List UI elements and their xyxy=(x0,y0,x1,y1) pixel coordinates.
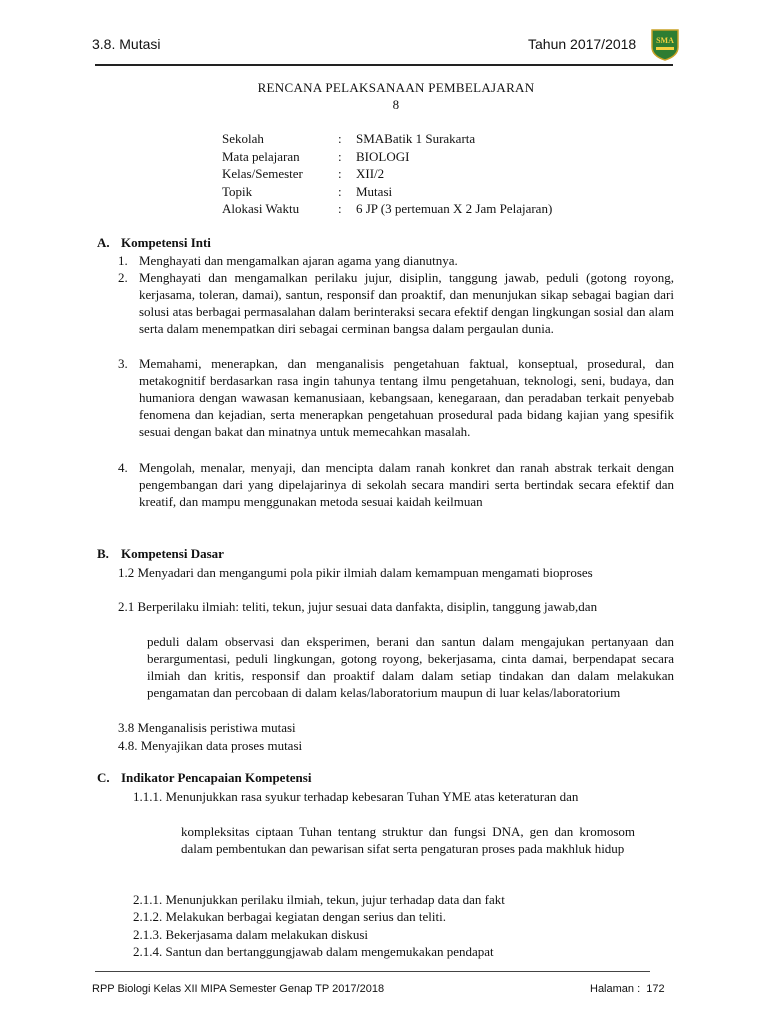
ipk-2-1-3: 2.1.3. Bekerjasama dalam melakukan diskusi xyxy=(133,927,369,942)
identity-row xyxy=(222,201,662,219)
list-number: 3. xyxy=(118,356,128,371)
identity-value: SMABatik 1 Surakarta xyxy=(356,131,476,146)
identity-label: Topik xyxy=(222,183,253,199)
kd-2-1-continued: peduli dalam observasi dan eksperimen, berani dan santun dalam mengajukan pertanyaan dan berargumentasi, peduli lingkungan, gotong royong, bekerjasama, cinta damai, berpendapat secara ilmiah dan kritis, responsif dan proaktif dalam dalam setiap tindakan dan dalam melakukan pengamatan dan percobaan di dalam kelas/laboratorium maupun di luar kelas/laboratorium xyxy=(147,634,674,700)
section-letter: B. xyxy=(97,546,109,561)
identity-colon: : xyxy=(338,183,342,199)
section-letter: C. xyxy=(97,770,110,785)
list-text: Menghayati dan mengamalkan ajaran agama yang dianutnya. xyxy=(139,253,458,268)
identity-table xyxy=(222,131,662,219)
list-number: 1. xyxy=(118,253,128,268)
identity-row xyxy=(222,131,662,149)
identity-value: BIOLOGI xyxy=(356,148,410,164)
identity-label: Kelas/Semester xyxy=(222,166,303,181)
list-item xyxy=(118,355,674,440)
identity-label: Sekolah xyxy=(222,131,264,146)
ipk-1-1-1-continued: kompleksitas ciptaan Tuhan tentang struktur dan fungsi DNA, gen dan kromosom dalam pembentukan dan pewarisan sifat serta pengaturan proses pada makhluk hidup xyxy=(181,824,635,856)
section-title: Kompetensi Dasar xyxy=(121,546,224,561)
identity-colon: : xyxy=(338,201,342,216)
doc-title-number: 8 xyxy=(392,97,400,112)
header-rule xyxy=(95,64,673,66)
section-b-heading xyxy=(97,546,224,562)
ipk-2-1-2: 2.1.2. Melakukan berbagai kegiatan dengan serius dan teliti. xyxy=(133,909,446,924)
section-a-heading xyxy=(97,235,211,251)
kd-2-1: 2.1 Berperilaku ilmiah: teliti, tekun, jujur sesuai data danfakta, disiplin, tanggung jawab,dan xyxy=(118,599,598,614)
identity-value: XII/2 xyxy=(356,166,385,181)
section-title: Kompetensi Inti xyxy=(121,235,211,250)
list-text: Memahami, menerapkan, dan menganalisis pengetahuan faktual, konseptual, prosedural, dan metakognitif berdasarkan rasa ingin tahunya tentang ilmu pengetahuan, teknologi, seni, budaya, dan humaniora dengan wawasan kemanusiaan, kebangsaan, kenegaraan, dan peradaban terkait penyebab fenomena dan kejadian, serta menerapkan pengetahuan prosedural pada bidang kajian yang spesifik sesuai dengan bakat dan minatnya untuk memecahkan masalah. xyxy=(139,356,674,439)
identity-value: Mutasi xyxy=(356,183,393,199)
list-text: Mengolah, menalar, menyaji, dan mencipta dalam ranah konkret dan ranah abstrak terkait dengan pengembangan dari yang dipelajarinya di sekolah secara mandiri serta bertindak secara efektif dan kreatif, dan mampu menggunakan metoda sesuai kaidah keilmuan xyxy=(139,460,674,509)
identity-colon: : xyxy=(338,148,342,164)
identity-row xyxy=(222,184,662,202)
kd-4-8: 4.8. Menyajikan data proses mutasi xyxy=(118,738,303,753)
footer-page-number: 172 xyxy=(646,983,665,995)
identity-colon: : xyxy=(338,131,342,146)
list-item xyxy=(118,252,674,269)
list-number: 2. xyxy=(118,270,128,285)
section-c-heading xyxy=(97,770,311,786)
ipk-2-1-4: 2.1.4. Santun dan bertanggungjawab dalam mengemukakan pendapat xyxy=(133,944,494,959)
footer-rule xyxy=(95,971,650,972)
identity-row xyxy=(222,166,662,184)
identity-label: Alokasi Waktu xyxy=(222,201,300,216)
identity-label: Mata pelajaran xyxy=(222,148,300,164)
logo-text: SMA xyxy=(656,36,674,45)
identity-row xyxy=(222,149,662,167)
section-letter: A. xyxy=(97,235,110,250)
list-item xyxy=(118,459,674,510)
identity-colon: : xyxy=(338,166,342,181)
list-number: 4. xyxy=(118,460,128,475)
identity-value: 6 JP (3 pertemuan X 2 Jam Pelajaran) xyxy=(356,201,553,216)
ipk-2-1-1: 2.1.1. Menunjukkan perilaku ilmiah, tekun, jujur terhadap data dan fakt xyxy=(133,892,505,907)
ipk-1-1-1: 1.1.1. Menunjukkan rasa syukur terhadap kebesaran Tuhan YME atas keteraturan dan xyxy=(133,789,579,804)
footer-document-name: RPP Biologi Kelas XII MIPA Semester Genap TP 2017/2018 xyxy=(92,983,385,995)
footer-page xyxy=(590,983,665,995)
list-item xyxy=(118,269,674,337)
header-section-label: 3.8. Mutasi xyxy=(92,36,161,52)
footer-page-label: Halaman : xyxy=(590,983,641,995)
section-title: Indikator Pencapaian Kompetensi xyxy=(121,770,312,785)
list-text: Menghayati dan mengamalkan perilaku jujur, disiplin, tanggung jawab, peduli (gotong royong, kerjasama, toleran, damai), santun, responsif dan proaktif, dan menunjukan sikap sebagai bagian dari solusi atas berbagai permasalahan dalam berinteraksi secara efektif dengan lingkungan sosial dan alam serta dalam menempatkan diri sebagai cerminan bangsa dalam pergaulan dunia. xyxy=(139,270,674,336)
kd-1-2: 1.2 Menyadari dan mengangumi pola pikir ilmiah dalam kemampuan mengamati bioproses xyxy=(118,565,593,580)
doc-title: RENCANA PELAKSANAAN PEMBELAJARAN xyxy=(257,80,535,95)
header-year: Tahun 2017/2018 xyxy=(528,36,637,52)
kd-3-8: 3.8 Menganalisis peristiwa mutasi xyxy=(118,720,296,735)
school-logo-icon xyxy=(650,27,680,61)
